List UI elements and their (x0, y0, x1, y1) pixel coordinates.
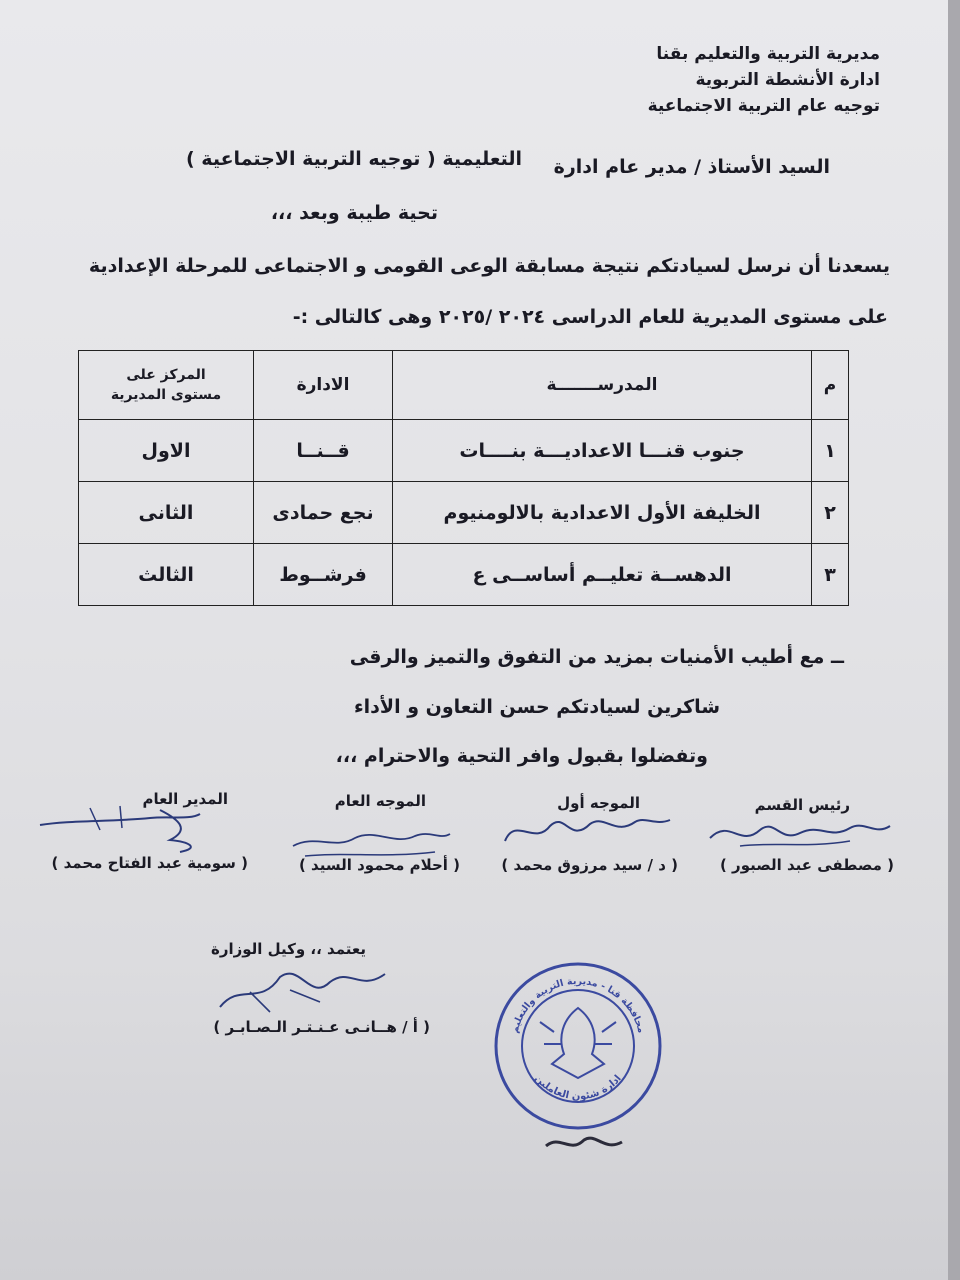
row-admin: نجع حمادى (254, 482, 393, 544)
header-num: م (812, 351, 849, 420)
signature-title-general: الموجه العام (334, 792, 426, 810)
row-admin: فرشــوط (254, 544, 393, 606)
row-num: ٣ (812, 544, 849, 606)
header-guidance: توجيه عام التربية الاجتماعية (647, 96, 880, 116)
body-line-2: على مستوى المديرية للعام الدراسى ٢٠٢٤ /٢٠٢٥ وهى كالتالى :- (292, 306, 888, 328)
header-rank-line1: المركز على (126, 367, 206, 383)
signature-scribble-head (700, 808, 900, 858)
table-row (79, 544, 849, 606)
official-stamp (492, 960, 664, 1132)
row-admin: قــنــا (254, 420, 393, 482)
table-row (79, 482, 849, 544)
header-rank-line2: مستوى المديرية (110, 387, 222, 403)
closing-line-3: وتفضلوا بقبول وافر التحية والاحترام ،،، (335, 745, 708, 767)
header-directorate: مديرية التربية والتعليم بقنا (656, 44, 880, 64)
closing-line-2: شاكرين لسيادتكم حسن التعاون و الأداء (353, 696, 720, 718)
stamp-top-text: محافظة قنا - مديرية التربية والتعليم (509, 975, 647, 1035)
signature-title-senior: الموجه أول (557, 794, 640, 812)
row-school: الدهســة تعليــم أساســى ع (393, 544, 812, 606)
stamp-bottom-text: ادارة شئون العاملين (532, 1073, 624, 1103)
signature-scribble-deputy (200, 962, 400, 1022)
row-rank: الثالث (79, 544, 254, 606)
body-line-1: يسعدنا أن نرسل لسيادتكم نتيجة مسابقة الوعى القومى و الاجتماعى للمرحلة الإعدادية (88, 255, 890, 277)
address-department: التعليمية ( توجيه التربية الاجتماعية ) (186, 148, 522, 170)
closing-line-1: ــ مع أطيب الأمنيات بمزيد من التفوق والتميز والرقى (349, 646, 844, 668)
header-admin: الادارة (254, 351, 393, 420)
row-school: الخليفة الأول الاعدادية بالالومنيوم (393, 482, 812, 544)
table-header-row (79, 351, 849, 420)
background-edge (948, 0, 960, 1280)
signature-name-general: ( أحلام محمود السيد ) (298, 856, 460, 874)
table-row (79, 420, 849, 482)
header-department: ادارة الأنشطة التربوية (695, 70, 880, 90)
row-num: ١ (812, 420, 849, 482)
greeting: تحية طيبة وبعد ،،، (270, 202, 438, 224)
signature-scribble-senior (495, 806, 675, 856)
signature-title-director: المدير العام (142, 790, 228, 808)
header-rank (79, 351, 254, 420)
row-rank: الثانى (79, 482, 254, 544)
approval-name: ( أ / هــانـى عـنـتـر الـصـابـر ) (213, 1018, 430, 1036)
row-rank: الاول (79, 420, 254, 482)
results-table (78, 350, 849, 606)
row-num: ٢ (812, 482, 849, 544)
signature-scribble-director (30, 800, 210, 860)
address-to: السيد الأستاذ / مدير عام ادارة (553, 156, 830, 178)
header-school: المدرســـــــة (393, 351, 812, 420)
signature-name-director: ( سومية عبد الفتاح محمد ) (51, 854, 248, 872)
stamp-number-scribble (540, 1128, 630, 1158)
row-school: جنوب قنـــا الاعداديـــة بنــــات (393, 420, 812, 482)
signature-name-head: ( مصطفى عبد الصبور ) (719, 856, 894, 874)
approval-label: يعتمد ،، وكيل الوزارة (210, 940, 366, 958)
signature-name-senior: ( د / سيد مرزوق محمد ) (501, 856, 678, 874)
signature-title-head: رئيس القسم (754, 796, 850, 814)
